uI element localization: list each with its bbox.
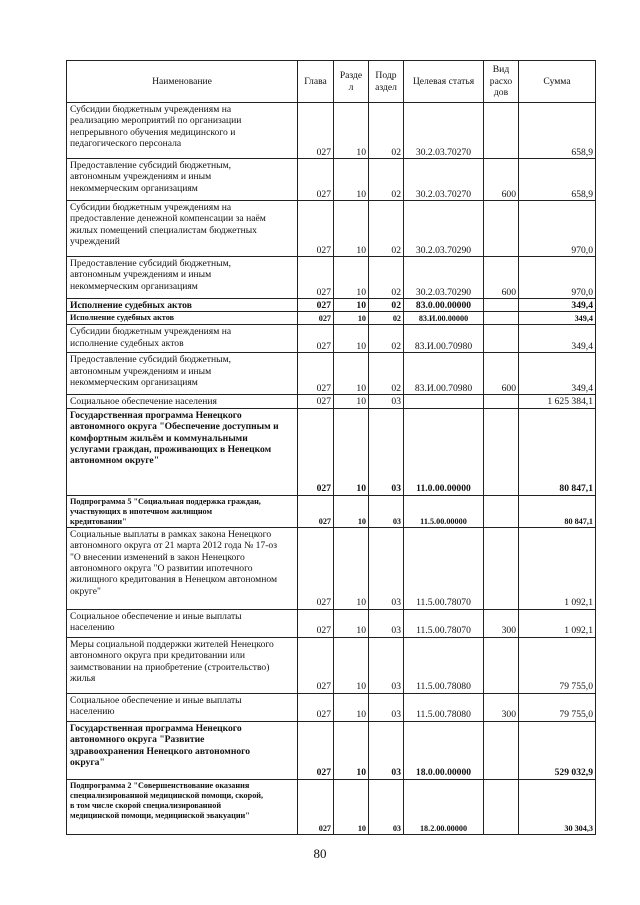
row-chapter: 027 xyxy=(298,257,334,299)
row-chapter: 027 xyxy=(298,721,334,779)
row-section: 10 xyxy=(334,159,369,201)
row-amount: 349,4 xyxy=(519,312,596,325)
row-chapter: 027 xyxy=(298,527,334,609)
row-exptype xyxy=(484,779,519,834)
row-target: 83.И.00.70980 xyxy=(404,325,484,353)
row-name: Предоставление субсидий бюджетным, автономным учреждениям и иным некоммерческим организациям xyxy=(67,353,298,395)
row-subsection: 03 xyxy=(369,527,404,609)
row-exptype xyxy=(484,201,519,257)
row-subsection: 03 xyxy=(369,779,404,834)
table-row xyxy=(67,353,596,395)
row-amount: 1 092,1 xyxy=(519,609,596,637)
row-chapter: 027 xyxy=(298,693,334,721)
row-name: Субсидии бюджетным учреждениям на исполнение судебных актов xyxy=(67,325,298,353)
row-amount: 970,0 xyxy=(519,201,596,257)
row-subsection: 02 xyxy=(369,325,404,353)
row-exptype: 600 xyxy=(484,257,519,299)
row-amount: 80 847,1 xyxy=(519,408,596,495)
row-name: Подпрограмма 2 "Совершенствование оказания специализированной медицинской помощи, скорой, в том числе скорой специализированной медицинской помощи, медицинской эвакуации" xyxy=(67,779,298,834)
row-chapter: 027 xyxy=(298,312,334,325)
row-target: 30.2.03.70290 xyxy=(404,257,484,299)
table-row xyxy=(67,159,596,201)
row-amount: 529 032,9 xyxy=(519,721,596,779)
row-chapter: 027 xyxy=(298,325,334,353)
row-subsection: 03 xyxy=(369,637,404,693)
row-exptype xyxy=(484,721,519,779)
row-name: Социальное обеспечение и иные выплаты населению xyxy=(67,609,298,637)
row-chapter: 027 xyxy=(298,353,334,395)
page-number: 80 xyxy=(313,846,327,861)
table-row xyxy=(67,527,596,609)
header-subsection: Подр аздел xyxy=(369,61,404,103)
table-row xyxy=(67,408,596,495)
row-subsection: 03 xyxy=(369,495,404,527)
row-exptype: 600 xyxy=(484,353,519,395)
row-section: 10 xyxy=(334,637,369,693)
row-chapter: 027 xyxy=(298,609,334,637)
row-section: 10 xyxy=(334,299,369,312)
table-row xyxy=(67,312,596,325)
row-amount: 349,4 xyxy=(519,325,596,353)
row-section: 10 xyxy=(334,395,369,408)
row-target: 11.5.00.00000 xyxy=(404,495,484,527)
row-target: 11.5.00.78070 xyxy=(404,609,484,637)
row-chapter: 027 xyxy=(298,637,334,693)
row-name: Предоставление субсидий бюджетным, автономным учреждениям и иным некоммерческим организациям xyxy=(67,257,298,299)
row-name: Исполнение судебных актов xyxy=(67,299,298,312)
row-name: Социальное обеспечение населения xyxy=(67,395,298,408)
row-amount: 80 847,1 xyxy=(519,495,596,527)
row-chapter: 027 xyxy=(298,299,334,312)
row-subsection: 02 xyxy=(369,159,404,201)
row-section: 10 xyxy=(334,103,369,159)
row-subsection: 03 xyxy=(369,609,404,637)
table-header-row xyxy=(67,61,596,103)
row-name: Государственная программа Ненецкого автономного округа "Развитие здравоохранения Ненецкого автономного округа" xyxy=(67,721,298,779)
row-name: Меры социальной поддержки жителей Ненецкого автономного округа при кредитовании или заимствовании на приобретение (строительство) жилья xyxy=(67,637,298,693)
row-amount: 970,0 xyxy=(519,257,596,299)
row-exptype: 300 xyxy=(484,609,519,637)
row-target: 11.0.00.00000 xyxy=(404,408,484,495)
row-exptype xyxy=(484,408,519,495)
row-section: 10 xyxy=(334,257,369,299)
row-amount: 1 092,1 xyxy=(519,527,596,609)
row-target: 11.5.00.78070 xyxy=(404,527,484,609)
row-chapter: 027 xyxy=(298,408,334,495)
table-row xyxy=(67,779,596,834)
row-exptype xyxy=(484,312,519,325)
budget-table xyxy=(66,60,596,835)
row-chapter: 027 xyxy=(298,159,334,201)
row-subsection: 02 xyxy=(369,257,404,299)
row-subsection: 02 xyxy=(369,201,404,257)
row-target: 11.5.00.78080 xyxy=(404,637,484,693)
row-name: Предоставление субсидий бюджетным, автономным учреждениям и иным некоммерческим организациям xyxy=(67,159,298,201)
row-exptype xyxy=(484,527,519,609)
row-amount: 79 755,0 xyxy=(519,693,596,721)
row-exptype xyxy=(484,325,519,353)
row-section: 10 xyxy=(334,495,369,527)
header-amount: Сумма xyxy=(519,61,596,103)
table-row xyxy=(67,637,596,693)
row-target: 18.0.00.00000 xyxy=(404,721,484,779)
row-target: 11.5.00.78080 xyxy=(404,693,484,721)
row-target: 18.2.00.00000 xyxy=(404,779,484,834)
row-subsection: 03 xyxy=(369,693,404,721)
table-row xyxy=(67,325,596,353)
row-amount: 79 755,0 xyxy=(519,637,596,693)
row-chapter: 027 xyxy=(298,201,334,257)
header-target: Целевая статья xyxy=(404,61,484,103)
row-subsection: 02 xyxy=(369,312,404,325)
row-target: 83.И.00.70980 xyxy=(404,353,484,395)
table-row xyxy=(67,395,596,408)
row-chapter: 027 xyxy=(298,779,334,834)
row-name: Социальные выплаты в рамках закона Ненецкого автономного округа от 21 марта 2012 года № 17-оз "О внесении изменений в закон Ненецкого автономного округа "О развитии ипотечного жилищного кредитования в Ненецком автономном округе" xyxy=(67,527,298,609)
row-chapter: 027 xyxy=(298,103,334,159)
table-row xyxy=(67,609,596,637)
row-exptype xyxy=(484,495,519,527)
row-target xyxy=(404,395,484,408)
row-name: Субсидии бюджетным учреждениям на реализацию мероприятий по организации непрерывного обучения медицинского и педагогического персонала xyxy=(67,103,298,159)
row-target: 30.2.03.70270 xyxy=(404,159,484,201)
row-subsection: 02 xyxy=(369,299,404,312)
row-subsection: 03 xyxy=(369,395,404,408)
table-row xyxy=(67,257,596,299)
row-exptype xyxy=(484,395,519,408)
row-exptype xyxy=(484,103,519,159)
row-name: Социальное обеспечение и иные выплаты населению xyxy=(67,693,298,721)
table-row xyxy=(67,299,596,312)
row-amount: 1 625 384,1 xyxy=(519,395,596,408)
row-amount: 658,9 xyxy=(519,159,596,201)
table-row xyxy=(67,693,596,721)
row-chapter: 027 xyxy=(298,395,334,408)
header-name: Наименование xyxy=(67,61,298,103)
row-section: 10 xyxy=(334,408,369,495)
row-exptype xyxy=(484,637,519,693)
row-exptype: 600 xyxy=(484,159,519,201)
row-amount: 30 304,3 xyxy=(519,779,596,834)
row-target: 30.2.03.70290 xyxy=(404,201,484,257)
row-target: 30.2.03.70270 xyxy=(404,103,484,159)
row-name: Подпрограмма 5 "Социальная поддержка граждан, участвующих в ипотечном жилищном кредитовании" xyxy=(67,495,298,527)
row-chapter: 027 xyxy=(298,495,334,527)
table-row xyxy=(67,495,596,527)
row-amount: 349,4 xyxy=(519,299,596,312)
row-target: 83.И.00.00000 xyxy=(404,312,484,325)
row-amount: 349,4 xyxy=(519,353,596,395)
row-section: 10 xyxy=(334,201,369,257)
row-subsection: 03 xyxy=(369,721,404,779)
header-chapter: Глава xyxy=(298,61,334,103)
table-row xyxy=(67,201,596,257)
row-section: 10 xyxy=(334,527,369,609)
row-exptype: 300 xyxy=(484,693,519,721)
header-section: Разде л xyxy=(334,61,369,103)
row-target: 83.0.00.00000 xyxy=(404,299,484,312)
row-section: 10 xyxy=(334,325,369,353)
row-section: 10 xyxy=(334,353,369,395)
table-row xyxy=(67,103,596,159)
row-name: Государственная программа Ненецкого автономного округа "Обеспечение доступным и комфортным жильём и коммунальными услугами граждан, проживающих в Ненецком автономном округе" xyxy=(67,408,298,495)
header-exptype: Вид расхо дов xyxy=(484,61,519,103)
row-exptype xyxy=(484,299,519,312)
row-section: 10 xyxy=(334,779,369,834)
row-subsection: 02 xyxy=(369,103,404,159)
row-name: Субсидии бюджетным учреждениям на предоставление денежной компенсации за наём жилых помещений специалистам бюджетных учреждений xyxy=(67,201,298,257)
row-name: Исполнение судебных актов xyxy=(67,312,298,325)
row-section: 10 xyxy=(334,693,369,721)
row-subsection: 02 xyxy=(369,353,404,395)
row-section: 10 xyxy=(334,721,369,779)
row-section: 10 xyxy=(334,609,369,637)
row-subsection: 03 xyxy=(369,408,404,495)
table-row xyxy=(67,721,596,779)
row-amount: 658,9 xyxy=(519,103,596,159)
row-section: 10 xyxy=(334,312,369,325)
